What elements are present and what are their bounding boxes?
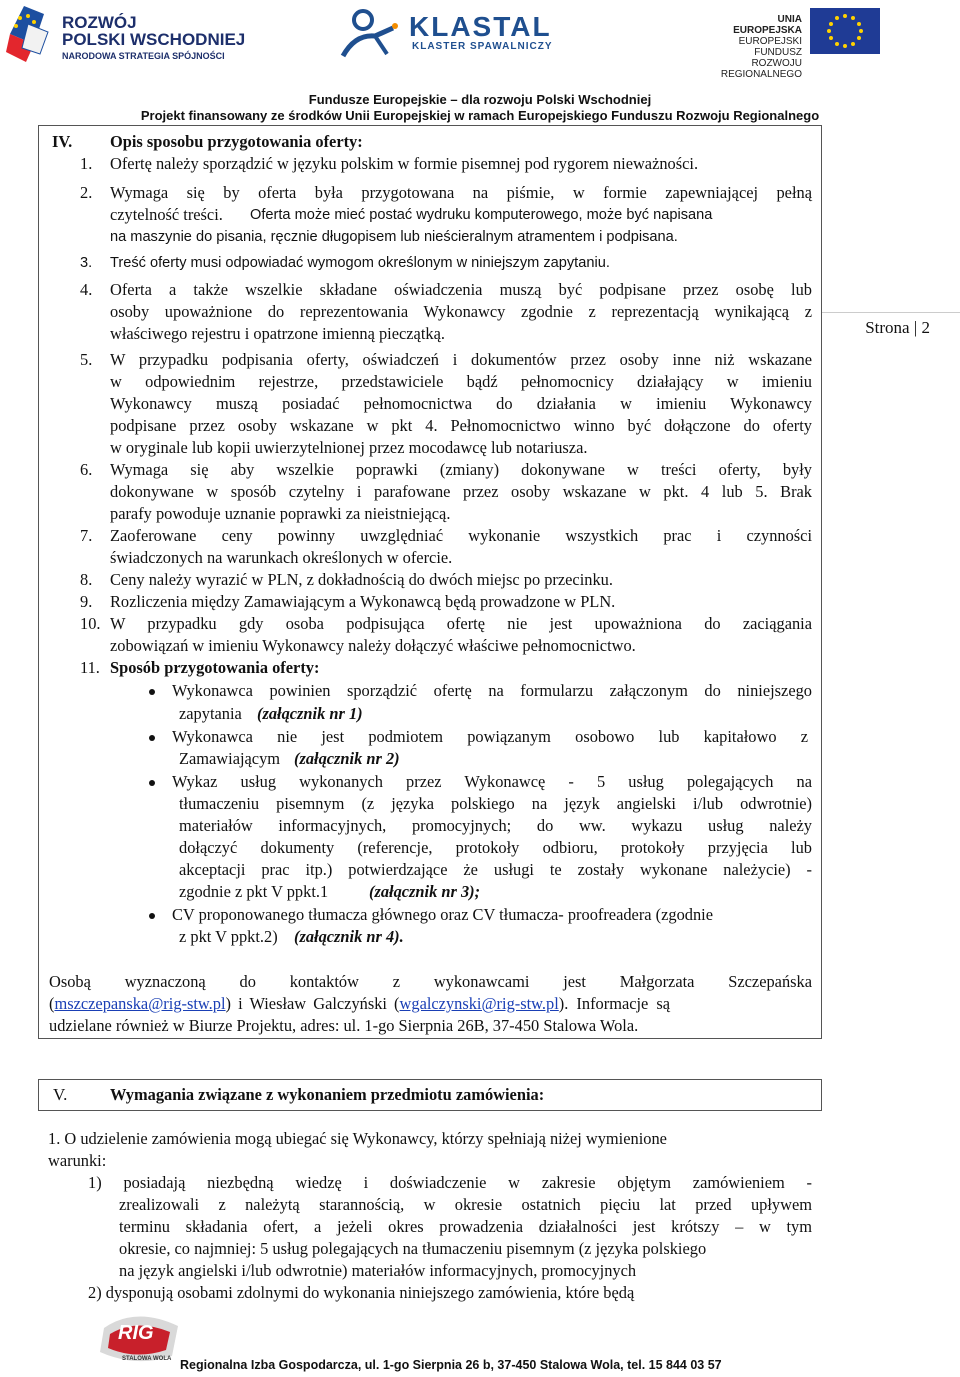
page-number-divider [822,312,960,313]
contact-emails-line [49,993,812,1015]
rig-logo-text: RIG [118,1322,154,1344]
contact-text: udzielane również w Biurze Projektu, adres: ul. 1-go Sierpnia 26B, 37-450 Stalowa Wola. [49,1016,639,1035]
bullet-icon [149,913,155,919]
eu-line1: UNIA EUROPEJSKA [733,14,802,36]
section-v-header-box [38,1079,822,1111]
email-link[interactable]: wgalczynski@rig-stw.pl [399,994,559,1013]
bullet-text: Wykonawca nie jest podmiotem powiązanym osobowo lub kapitałowo z [172,727,808,746]
paragraph-text: warunki: [48,1151,107,1170]
item-text: W przypadku gdy osoba podpisująca ofertę nie jest upoważniona do zaciągania [110,614,812,633]
funding-line-2: Projekt finansowany ze środków Unii Europejskiej w ramach Europejskiego Funduszu Rozwoju Regionalnego [140,108,820,123]
bullet-icon [149,735,155,741]
bullet-icon [149,780,155,786]
contact-text: ) i Wiesław Galczyński ( [225,994,400,1013]
eu-line2: EUROPEJSKI FUNDUSZ [738,36,802,58]
item-text: dokonywane w sposób czytelny i parafowane przez osoby wskazane w pkt. 4 lub 5. Brak [110,482,812,501]
item-text: w odpowiednim rejestrze, przedstawiciele bądź pełnomocnicy działający w imieniu [110,372,812,391]
paragraph-text: na język angielski i/lub odwrotnie) materiałów informacyjnych, promocyjnych [119,1261,637,1280]
eu-logo-text [710,14,802,80]
item-text: Rozliczenia między Zamawiającym a Wykonawcą będą prowadzone w PLN. [110,592,616,611]
item-number: 11. [80,658,100,677]
item-text: parafy powoduje uznanie poprawki za nieistniejącą. [110,504,451,523]
item-number: 4. [80,280,93,299]
item-text: czytelność treści. [110,205,223,224]
item-text: Oferta a także wszelkie składane oświadczenia muszą być podpisane przez osobę lub [110,280,812,299]
item-text: Oferta może mieć postać wydruku komputerowego, może być napisana [250,207,713,223]
bullet-text: Zamawiającym [179,749,281,768]
footer-address: Regionalna Izba Gospodarcza, ul. 1-go Sierpnia 26 b, 37-450 Stalowa Wola, tel. 15 844 03 57 [180,1358,722,1372]
item-number: 5. [80,350,93,369]
section-v-title: Wymagania związane z wykonaniem przedmiotu zamówienia: [110,1085,545,1104]
item-text: osoby upoważnione do reprezentowania Wykonawcy zgodnie z reprezentacją wynikającą z [110,302,812,321]
bullet-icon [149,689,155,695]
contact-text: ). Informacje są [558,994,671,1013]
paragraph-text: zrealizowali z należytą starannością, w okresie ostatnich pięciu lat przed upływem [119,1195,812,1214]
rpw-logo-subtitle: NARODOWA STRATEGIA SPÓJNOŚCI [62,51,225,61]
email-link[interactable]: mszczepanska@rig-stw.pl [54,994,226,1013]
item-title: Sposób przygotowania oferty: [110,658,320,677]
item-text: właściwego rejestru i opatrzone imienną pieczątką. [110,324,445,343]
item-text: W przypadku podpisania oferty, oświadczeń i dokumentów przez osoby inne niż wskazane [110,350,812,369]
bullet-text: zgodnie z pkt V ppkt.1 [179,882,329,901]
klastal-name: KLASTAL [409,11,552,42]
item-text: Wymaga się aby wszelkie poprawki (zmiany) dokonywane w treści oferty, były [110,460,812,479]
item-text: na maszynie do pisania, ręcznie długopisem lub nieścieralnym atramentem i podpisana. [110,229,678,245]
item-text: Wymaga się by oferta była przygotowana na piśmie, w formie zapewniającej pełną [110,183,812,202]
section-v-roman: V. [53,1085,68,1104]
contact-text: ( [49,994,55,1013]
attachment-ref: (załącznik nr 4). [294,927,404,946]
bullet-text: Wykonawca powinien sporządzić ofertę na formularzu załączonym do niniejszego [172,681,812,700]
item-number: 7. [80,526,93,545]
paragraph-text: terminu składania ofert, a jeżeli okres prowadzenia działalności jest krótszy – w tym [119,1217,812,1236]
bullet-text: CV proponowanego tłumacza głównego oraz CV tłumacza- proofreadera (zgodnie [172,905,713,924]
bullet-text: akceptacji prac itp.) potwierdzające że usługi te zostały wykonane należycie) - [179,860,812,879]
item-text: w oryginale lub kopii uwierzytelnionej przez mocodawcę lub notariusza. [110,438,588,457]
item-text: podpisane przez osoby wskazane w pkt 4. Pełnomocnictwo winno być dołączone do oferty [110,416,812,435]
bullet-text: dołączyć dokumenty (referencje, protokoły odbioru, protokoły przyjęcia lub [179,838,812,857]
bullet-text: materiałów informacyjnych, promocyjnych; do ww. wykazu usług należy [179,816,812,835]
item-text: Wykonawcy muszą posiadać pełnomocnictwa do działania w imieniu Wykonawcy [110,394,812,413]
rpw-title-line1: ROZWÓJ [62,13,137,32]
paragraph-text: okresie, co najmniej: 5 usług polegających na tłumaczeniu pisemnym (z języka polskiego [119,1239,707,1258]
item-text: świadczonych na warunkach określonych w ofercie. [110,548,453,567]
item-text: Ofertę należy sporządzić w języku polskim w formie pisemnej pod rygorem nieważności. [110,154,699,173]
item-number: 10. [80,614,101,633]
rpw-title-line2: POLSKI WSCHODNIEJ [62,30,246,49]
attachment-ref: (załącznik nr 2) [294,749,400,768]
item-text: Ceny należy wyrazić w PLN, z dokładnością do dwóch miejsc po przecinku. [110,570,613,589]
contact-text: Osobą wyznaczoną do kontaktów z wykonawcami jest Małgorzata Szczepańska [49,972,812,991]
rpw-logo-title [62,14,245,48]
item-text: Zaoferowane ceny powinny uwzględniać wykonanie wszystkich prac i czynności [110,526,812,545]
section-iv-roman: IV. [52,132,73,151]
paragraph-text: 1) posiadają niezbędną wiedzę i doświadczenie w zakresie objętym zamówieniem - [88,1173,812,1192]
section-iv-box [38,125,822,1039]
attachment-ref: (załącznik nr 1) [257,704,363,723]
paragraph-text: 2) dysponują osobami zdolnymi do wykonania niniejszego zamówienia, które będą [88,1283,635,1302]
eu-flag-icon [810,8,880,54]
paragraph-text: 1. O udzielenie zamówienia mogą ubiegać się Wykonawcy, którzy spełniają niżej wymienione [48,1129,667,1148]
item-number: 6. [80,460,93,479]
attachment-ref: (załącznik nr 3); [369,882,481,901]
section-iv-title: Opis sposobu przygotowania oferty: [110,132,363,151]
klastal-subtitle: KLASTER SPAWALNICZY [412,41,553,52]
bullet-text: Wykaz usług wykonanych przez Wykonawcę - 5 usług polegających na [172,772,812,791]
rig-logo-subtitle: STALOWA WOLA [122,1356,172,1362]
rpw-flag-icon [4,4,56,64]
item-number: 9. [80,592,93,611]
bullet-text: z pkt V ppkt.2) [179,927,278,946]
funding-line-1: Fundusze Europejskie – dla rozwoju Polski Wschodniej [308,92,652,107]
page-number: Strona | 2 [865,318,930,337]
item-number: 2. [80,183,93,202]
item-text: Treść oferty musi odpowiadać wymogom określonym w niniejszym zapytaniu. [110,255,610,271]
item-text: zobowiązań w imieniu Wykonawcy należy dołączyć właściwe pełnomocnictwo. [110,636,636,655]
welder-icon [335,6,405,62]
item-number: 1. [80,154,93,173]
eu-line3: ROZWOJU REGIONALNEGO [720,58,802,80]
item-number: 3. [80,255,93,271]
item-number: 8. [80,570,93,589]
bullet-text: tłumaczeniu pisemnym (z języka polskiego na język angielski i/lub odwrotnie) [179,794,812,813]
bullet-text: zapytania [179,704,242,723]
